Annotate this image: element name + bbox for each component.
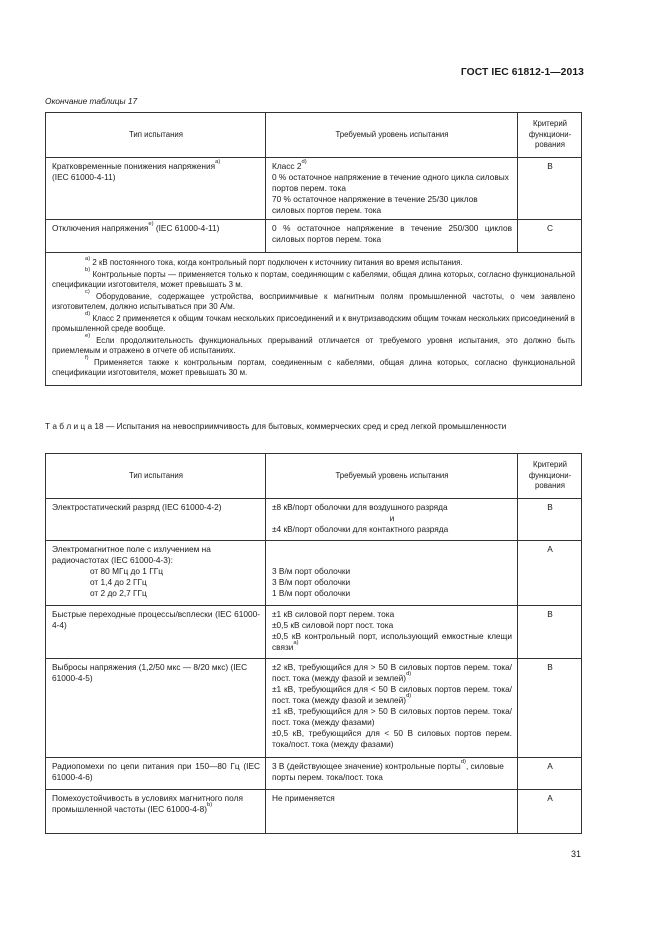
test-type-cell: Радиопомехи по цепи питания при 150—80 Гц (IEC 61000-4-6) bbox=[46, 758, 266, 790]
criterion-cell: A bbox=[518, 758, 582, 790]
test-type-cell: Электромагнитное поле с излучением на радиочастотах (IEC 61000-4-3): от 80 МГц до 1 ГГц от 1,4 до 2 ГГц от 2 до 2,7 ГГц bbox=[46, 541, 266, 606]
test-type-cell: Помехоустойчивость в условиях магнитного поля промышленной частоты (IEC 61000-4-8)$^{b)}$ bbox=[46, 790, 266, 834]
footnote: $^{f)}$ Применяется также к контрольным портам, соединенным с кабелями, общая длина которых, согласно функциональной спецификации изготовителя, может превышать 30 м. bbox=[52, 355, 575, 378]
table17-notes bbox=[46, 253, 582, 386]
header-test-type: Тип испытания bbox=[46, 113, 266, 158]
test-type-cell: Отключения напряжения$^{e)}$ (IEC 61000-4-11) bbox=[46, 220, 266, 253]
table-row bbox=[46, 541, 582, 606]
test-type-cell: Электростатический разряд (IEC 61000-4-2) bbox=[46, 499, 266, 541]
footnote: $^{d)}$ Класс 2 применяется к общим точкам нескольких присоединений и к внутризаводским общим точкам нескольких присоединений в промышленной среде вообще. bbox=[52, 311, 575, 334]
table-row bbox=[46, 499, 582, 541]
table18-header-row bbox=[46, 454, 582, 499]
table-row bbox=[46, 220, 582, 253]
criterion-cell: B bbox=[518, 499, 582, 541]
footnote: $^{a)}$ 2 кВ постоянного тока, когда контрольный порт подключен к источнику питания во время испытания. bbox=[85, 255, 463, 268]
table18-caption: Т а б л и ц а 18 — Испытания на невосприимчивость для бытовых, коммерческих сред и сред легкой промышленности bbox=[45, 421, 507, 431]
table-18 bbox=[45, 453, 582, 834]
footnote: $^{b)}$ Контрольные порты — применяется только к портам, соединяющим с кабелями, общая длина которых, согласно функциональной спецификации изготовителя, может превышать 3 м. bbox=[52, 267, 575, 290]
header-test-level: Требуемый уровень испытания bbox=[266, 454, 518, 499]
test-level-cell: ±2 кВ, требующийся для > 50 В силовых портов перем. тока/пост. тока (между фазой и землей)$^{d)}$ ±1 кВ, требующийся для < 50 В силовых портов перем. тока/ пост. тока (между фазой и землей)$^{d)}$ ±1 кВ, требующийся для > 50 В силовых портов перем. тока/пост. тока (между фазами) ±0,5 кВ, требующийся для < 50 В силовых портов перем. тока/пост. тока (между фазами) bbox=[266, 659, 518, 758]
table17-header-row bbox=[46, 113, 582, 158]
table-row bbox=[46, 758, 582, 790]
test-level-cell: ±1 кВ силовой порт перем. тока ±0,5 кВ силовой порт пост. тока ±0,5 кВ контрольный порт, использующий емкостные клещи связи$^{a)}$ bbox=[266, 606, 518, 659]
test-level-cell: 3 В/м порт оболочки 3 В/м порт оболочки 1 В/м порт оболочки bbox=[266, 541, 518, 606]
table-row bbox=[46, 158, 582, 220]
header-criterion: Критерий функциони-рования bbox=[518, 113, 582, 158]
test-type-cell: Выбросы напряжения (1,2/50 мкс — 8/20 мкс) (IEC 61000-4-5) bbox=[46, 659, 266, 758]
criterion-cell: A bbox=[518, 541, 582, 606]
table-17 bbox=[45, 112, 582, 386]
test-level-cell: Класс 2$^{d)}$ 0 % остаточное напряжение в течение одного цикла силовых портов перем. тока 70 % остаточное напряжение в течение 25/30 циклов силовых портов перем. тока bbox=[266, 158, 518, 220]
criterion-cell: B bbox=[518, 606, 582, 659]
table17-caption: Окончание таблицы 17 bbox=[45, 96, 138, 106]
footnote: $^{c)}$ Оборудование, содержащее устройства, восприимчивые к магнитным полям промышленной частоты, о чем заявлено изготовителем, должно испытываться при 30 А/м. bbox=[52, 289, 575, 312]
page-number: 31 bbox=[570, 849, 581, 859]
document-standard-id: ГОСТ IEC 61812-1—2013 bbox=[460, 67, 584, 78]
header-criterion: Критерий функциони-рования bbox=[518, 454, 582, 499]
test-level-cell: Не применяется bbox=[266, 790, 518, 834]
table17-notes-row bbox=[46, 253, 582, 386]
table-row bbox=[46, 659, 582, 758]
test-type-cell: Быстрые переходные процессы/всплески (IEC 61000-4-4) bbox=[46, 606, 266, 659]
table-row bbox=[46, 790, 582, 834]
test-level-cell: 3 В (действующее значение) контрольные порты$^{d)}$, силовые порты перем. тока/пост. тока bbox=[266, 758, 518, 790]
test-level-cell: 0 % остаточное напряжение в течение 250/300 циклов силовых портов перем. тока bbox=[266, 220, 518, 253]
footnote: $^{e)}$ Если продолжительность функциональных прерываний отличается от требуемого уровня испытания, это должно быть приемлемым и отражено в отчете об испытаниях. bbox=[52, 333, 575, 356]
test-type-cell: Кратковременные понижения напряжения$^{a)}$ (IEC 61000-4-11) bbox=[46, 158, 266, 220]
criterion-cell: B bbox=[518, 659, 582, 758]
table-row bbox=[46, 606, 582, 659]
header-test-level: Требуемый уровень испытания bbox=[266, 113, 518, 158]
criterion-cell: C bbox=[518, 220, 582, 253]
header-test-type: Тип испытания bbox=[46, 454, 266, 499]
test-level-cell: ±8 кВ/порт оболочки для воздушного разряда и ±4 кВ/порт оболочки для контактного разряда bbox=[266, 499, 518, 541]
criterion-cell: A bbox=[518, 790, 582, 834]
criterion-cell: B bbox=[518, 158, 582, 220]
